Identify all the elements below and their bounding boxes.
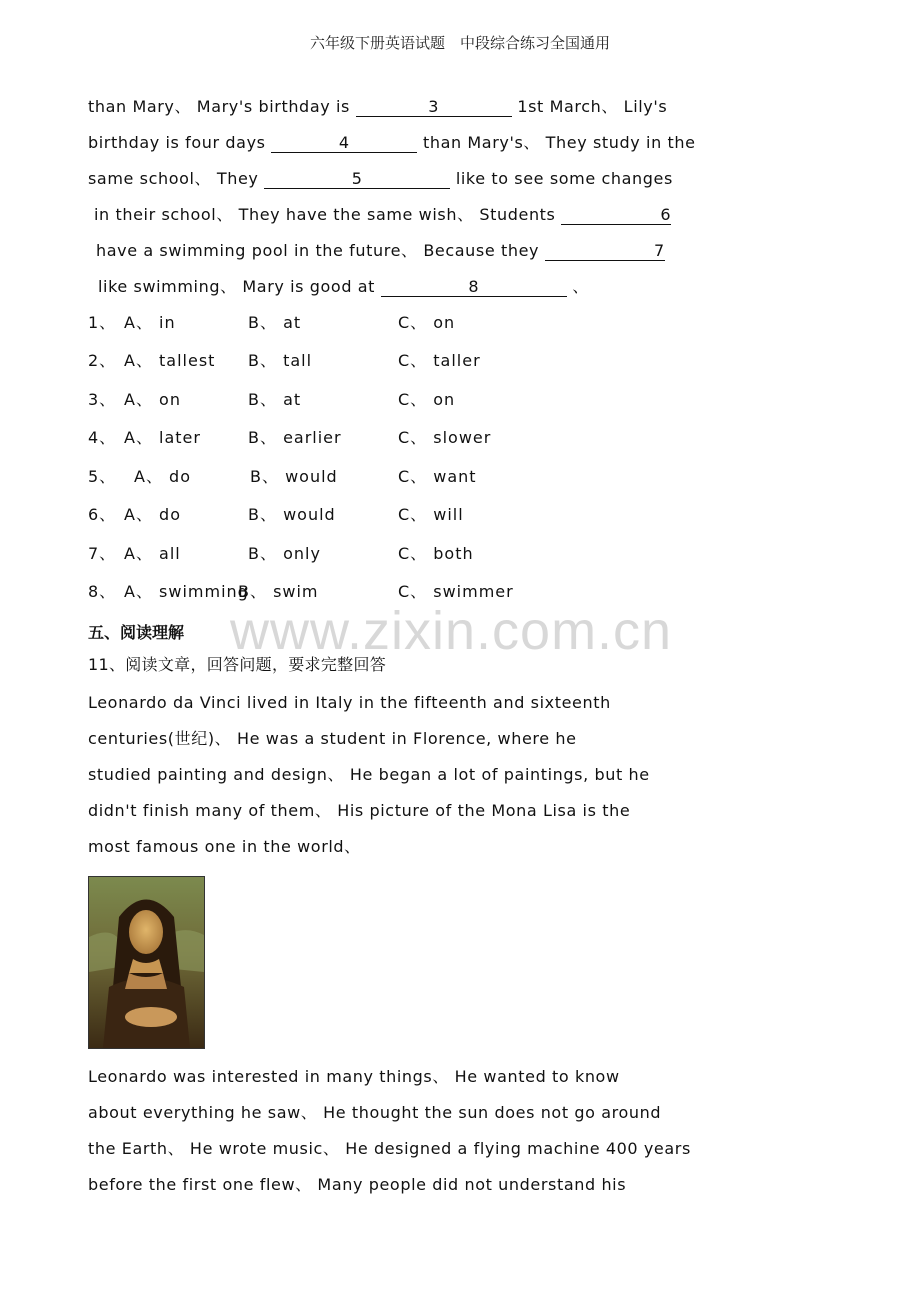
question-prompt: 11、阅读文章，回答问题，要求完整回答 — [88, 655, 387, 674]
text: birthday is four days — [88, 133, 266, 152]
section-title: 五、阅读理解 — [88, 623, 185, 642]
question-number: 8、 — [88, 582, 117, 601]
reading-line: about everything he saw、 He thought the sun does not go around — [88, 1103, 662, 1122]
option-a[interactable]: A、 do — [124, 505, 181, 524]
option-a[interactable]: A、 all — [124, 544, 181, 563]
option-c[interactable]: C、 on — [398, 313, 456, 332]
option-b[interactable]: B、 would — [250, 467, 338, 486]
option-c[interactable]: C、 will — [398, 505, 464, 524]
blank-4[interactable]: 4 — [271, 134, 417, 153]
blank-8[interactable]: 8 — [381, 278, 567, 297]
text: like swimming、 Mary is good at — [98, 277, 376, 296]
option-c[interactable]: C、 swimmer — [398, 582, 514, 601]
question-number: 4、 — [88, 428, 117, 447]
option-b[interactable]: B、 only — [248, 544, 321, 563]
option-b[interactable]: B、 would — [248, 505, 336, 524]
text: in their school、 They have the same wish、 Students — [94, 205, 556, 224]
mona-lisa-image — [88, 876, 205, 1049]
text: 、 — [572, 277, 590, 296]
passage-line-1 — [88, 96, 667, 118]
reading-line: Leonardo was interested in many things、 He wanted to know — [88, 1067, 620, 1086]
question-number: 5、 — [88, 467, 117, 486]
option-c[interactable]: C、 taller — [398, 351, 481, 370]
question-number: 6、 — [88, 505, 117, 524]
option-c[interactable]: C、 want — [398, 467, 477, 486]
option-a[interactable]: A、 tallest — [124, 351, 216, 370]
passage-line-5 — [96, 240, 665, 262]
reading-line: didn't finish many of them、 His picture of the Mona Lisa is the — [88, 801, 631, 820]
option-c[interactable]: C、 on — [398, 390, 456, 409]
text: have a swimming pool in the future、 Because they — [96, 241, 540, 260]
question-number: 7、 — [88, 544, 117, 563]
page-header: 六年级下册英语试题 中段综合练习全国通用 — [309, 34, 610, 52]
question-number: 3、 — [88, 390, 117, 409]
blank-7[interactable]: 7 — [545, 242, 665, 261]
option-b[interactable]: B、 at — [248, 390, 302, 409]
reading-line: studied painting and design、 He began a lot of paintings, but he — [88, 765, 650, 784]
option-b[interactable]: B、 earlier — [248, 428, 342, 447]
passage-line-2 — [88, 132, 696, 154]
text: 1st March、 Lily's — [517, 97, 668, 116]
question-number: 1、 — [88, 313, 117, 332]
reading-line: Leonardo da Vinci lived in Italy in the fifteenth and sixteenth — [88, 693, 611, 712]
passage-line-3 — [88, 168, 673, 190]
option-a[interactable]: A、 do — [134, 467, 191, 486]
reading-line: centuries(世纪)、 He was a student in Florence, where he — [88, 729, 577, 748]
text: than Mary、 Mary's birthday is — [88, 97, 350, 116]
option-a[interactable]: A、 on — [124, 390, 181, 409]
option-b[interactable]: B、 at — [248, 313, 302, 332]
question-number: 2、 — [88, 351, 117, 370]
text: than Mary's、 They study in the — [422, 133, 696, 152]
option-a[interactable]: A、 in — [124, 313, 176, 332]
reading-line: before the first one flew、 Many people did not understand his — [88, 1175, 627, 1194]
watermark: www.zixin.com.cn — [230, 601, 673, 661]
passage-line-4 — [94, 204, 671, 226]
option-c[interactable]: C、 both — [398, 544, 474, 563]
reading-line: the Earth、 He wrote music、 He designed a flying machine 400 years — [88, 1139, 691, 1158]
text: like to see some changes — [455, 169, 673, 188]
reading-line: most famous one in the world、 — [88, 837, 361, 856]
passage-line-6 — [98, 276, 589, 298]
blank-3[interactable]: 3 — [356, 98, 512, 117]
blank-6[interactable]: 6 — [561, 206, 671, 225]
text: same school、 They — [88, 169, 259, 188]
option-a[interactable]: A、 swimming — [124, 582, 249, 601]
option-a[interactable]: A、 later — [124, 428, 201, 447]
option-b[interactable]: B、 swim — [238, 582, 319, 601]
blank-5[interactable]: 5 — [264, 170, 450, 189]
option-c[interactable]: C、 slower — [398, 428, 492, 447]
option-b[interactable]: B、 tall — [248, 351, 313, 370]
